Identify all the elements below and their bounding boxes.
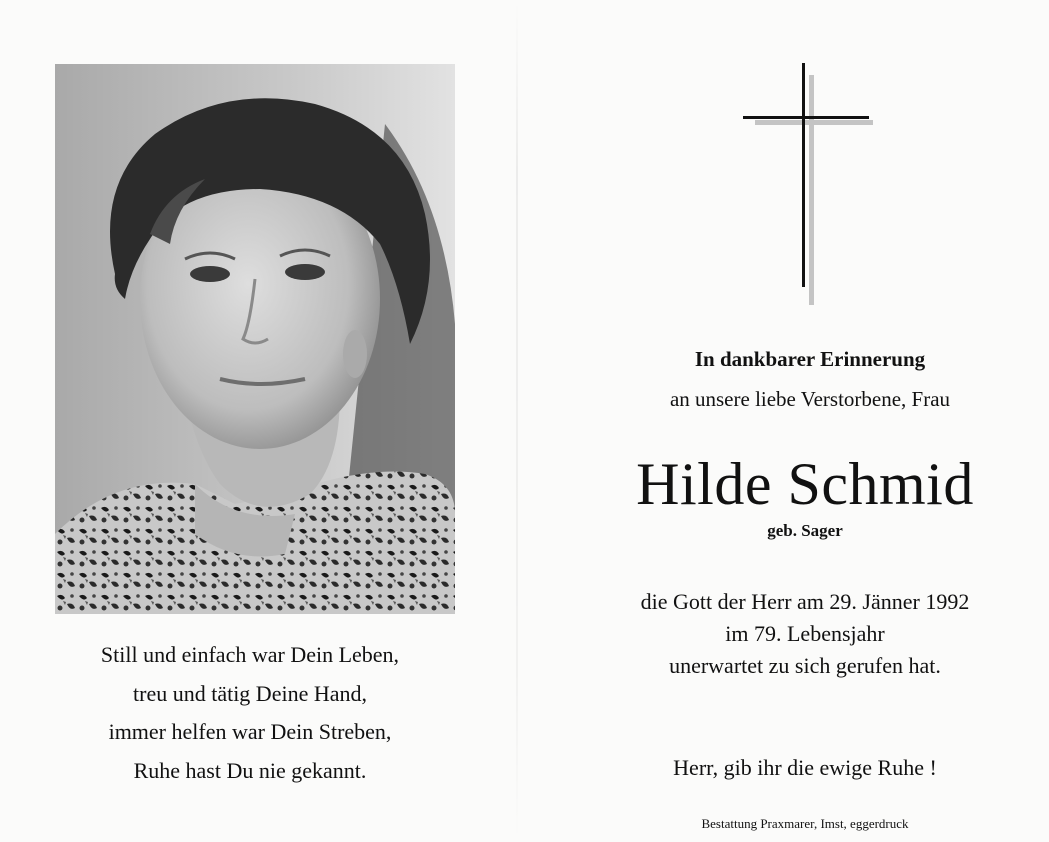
blessing: Herr, gib ihr die ewige Ruhe ! bbox=[673, 755, 937, 780]
memorial-subheading: an unsere liebe Verstorbene, Frau bbox=[669, 387, 951, 411]
poem-line: treu und tätig Deine Hand, bbox=[133, 680, 367, 706]
death-line: die Gott der Herr am 29. Jänner 1992 bbox=[640, 589, 970, 614]
death-line: unerwartet zu sich gerufen hat. bbox=[669, 653, 941, 678]
portrait-image bbox=[55, 64, 455, 614]
printer-imprint: Bestattung Praxmarer, Imst, eggerdruck bbox=[701, 816, 909, 831]
death-notice bbox=[560, 586, 1049, 682]
poem bbox=[40, 636, 460, 790]
deceased-name: Hilde Schmid bbox=[636, 451, 974, 517]
poem-line: Ruhe hast Du nie gekannt. bbox=[133, 757, 367, 783]
card-fold bbox=[516, 0, 518, 842]
cross-icon bbox=[740, 60, 880, 310]
poem-line: immer helfen war Dein Streben, bbox=[108, 719, 392, 744]
portrait-photo bbox=[55, 64, 455, 614]
maiden-name: geb. Sager bbox=[767, 521, 843, 540]
memorial-heading: In dankbarer Erinnerung bbox=[694, 347, 926, 371]
poem-line: Still und einfach war Dein Leben, bbox=[100, 642, 400, 667]
death-line: im 79. Lebensjahr bbox=[725, 621, 885, 646]
